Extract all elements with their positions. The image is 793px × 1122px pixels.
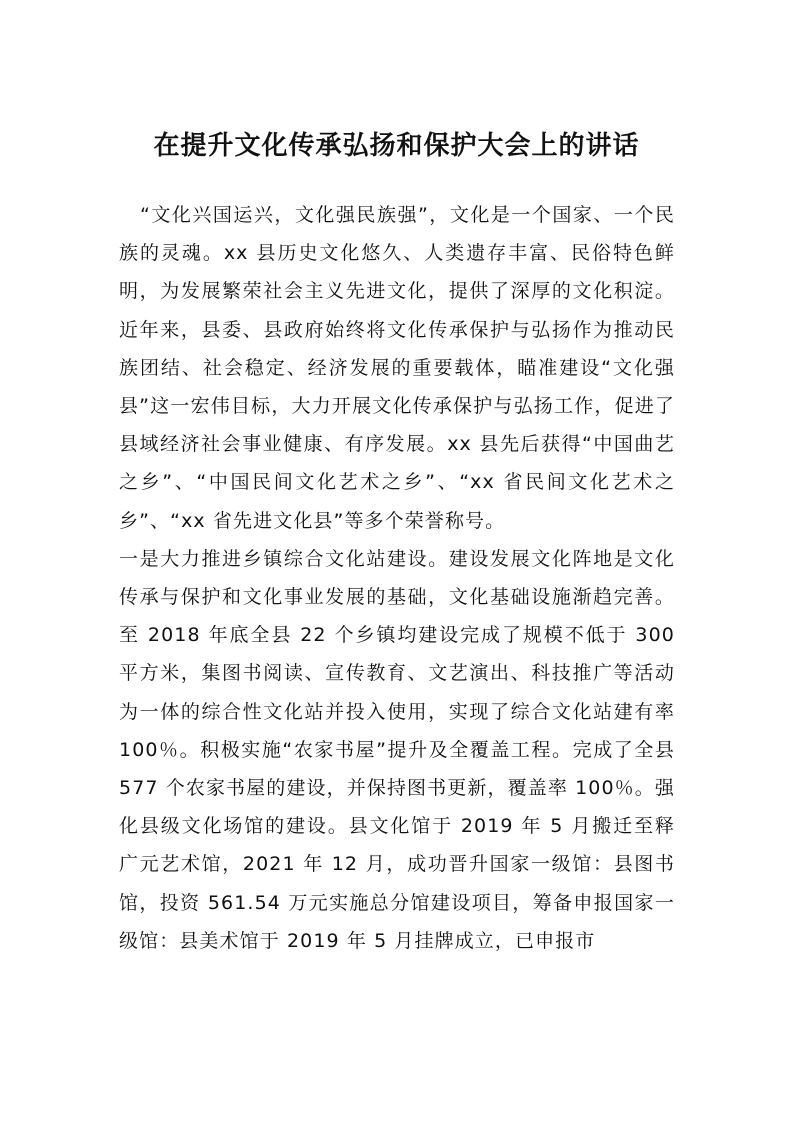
paragraph-intro: “文化兴国运兴，文化强民族强”，文化是一个国家、一个民族的灵魂。xx 县历史文化悠久、人类遗存丰富、民俗特色鲜明，为发展繁荣社会主义先进文化，提供了深厚的文化积淀。近年来，县委、县政府始终将文化传承保护与弘扬作为推动民族团结、社会稳定、经济发展的重要载体，瞄准建设“文化强县”这一宏伟目标，大力开展文化传承保护与弘扬工作，促进了县域经济社会事业健康、有序发展。xx 县先后获得“中国曲艺之乡”、“中国民间文化艺术之乡”、“xx 省民间文化艺术之乡”、“xx 省先进文化县”等多个荣誉称号。: [119, 204, 675, 532]
document-body: [119, 196, 675, 960]
paragraph-section-one: 一是大力推进乡镇综合文化站建设。建设发展文化阵地是文化传承与保护和文化事业发展的基础，文化基础设施渐趋完善。至 2018 年底全县 22 个乡镇均建设完成了规模不低于 300 平方米，集图书阅读、宣传教育、文艺演出、科技推广等活动为一体的综合性文化站并投入使用，实现了综合文化站建有率 100％。积极实施“农家书屋”提升及全覆盖工程。完成了全县 577 个农家书屋的建设，并保持图书更新，覆盖率 100％。强化县级文化场馆的建设。县文化馆于 2019 年 5 月搬迁至释广元艺术馆，2021 年 12 月，成功晋升国家一级馆：县图书馆，投资 561.54 万元实施总分馆建设项目，筹备申报国家一级馆：县美术馆于 2019 年 5 月挂牌成立，已申报市: [119, 547, 675, 952]
document-title: 在提升文化传承弘扬和保护大会上的讲话: [153, 131, 640, 161]
